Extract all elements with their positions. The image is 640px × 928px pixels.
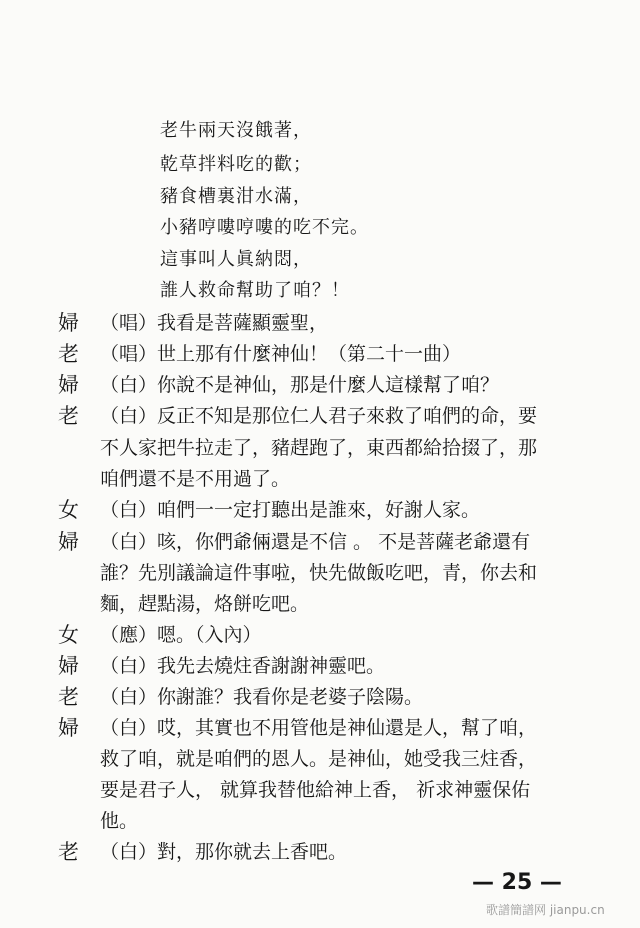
verse-line: 這事叫人眞納悶， [160,249,312,270]
dialogue-entry [0,338,640,370]
dialogue-line: （白）咳，你們爺倆還是不信 。 不是菩薩老爺還有 [100,531,531,553]
dialogue-entry [0,369,640,401]
verse-line: 小豬哼嘍哼嘍的吃不完。 [160,217,369,238]
dialogue-entry [0,307,640,339]
dialogue-continuation: 咱們還不是不用過了。 [100,468,291,490]
dialogue-continuation: 要是君子人， 就算我替他給神上香， 祈求神靈保佑 [100,779,531,801]
speaker-label: 女 [58,623,79,647]
dialogue-entry [0,619,640,651]
speaker-label: 婦 [58,311,79,335]
speaker-label: 老 [58,840,79,864]
dialogue-entry [0,836,640,868]
speaker-label: 老 [58,685,79,709]
dialogue-continuation: 誰？先別議論這件事啦，快先做飯吃吧，青，你去和 [100,562,538,584]
speaker-label: 婦 [58,654,79,678]
dialogue-line: （唱）我看是菩薩顯靈聖， [100,312,329,334]
dialogue-continuation: 麵，趕點湯，烙餅吃吧。 [100,593,310,615]
dialogue-line: （白）你說不是神仙，那是什麼人這樣幫了咱？ [100,374,500,396]
speaker-label: 婦 [58,716,79,740]
verse-line: 老牛兩天沒餓著， [160,120,312,141]
page-number: — 25 — [472,870,562,895]
dialogue-line: （唱）世上那有什麼神仙！（第二十一曲） [100,343,462,365]
verse-line: 乾草拌料吃的歡； [160,154,312,175]
dialogue-continuation: 不人家把牛拉走了，豬趕跑了，東西都給拾掇了，那 [100,437,538,459]
dialogue-line: （白）咱們一一定打聽出是誰來，好謝人家。 [100,499,481,521]
speaker-label: 婦 [58,530,79,554]
dialogue-entry [0,494,640,526]
dialogue-line: （應）嗯。（入內） [100,624,262,646]
verse-line: 豬食槽裏泔水滿， [160,186,312,207]
speaker-label: 老 [58,404,79,428]
dialogue-line: （白）反正不知是那位仁人君子來救了咱們的命，要 [100,405,538,427]
dialogue-entry [0,650,640,682]
dialogue-line: （白）我先去燒炷香謝謝神靈吧。 [100,655,386,677]
speaker-label: 老 [58,342,79,366]
dialogue-entry [0,681,640,713]
dialogue-entry [0,526,640,558]
dialogue-entry [0,400,640,432]
dialogue-continuation: 救了咱，就是咱們的恩人。是神仙，她受我三炷香， [100,748,538,770]
dialogue-line: （白）哎，其實也不用管他是神仙還是人，幫了咱， [100,717,538,739]
dialogue-entry [0,712,640,744]
speaker-label: 婦 [58,373,79,397]
dialogue-continuation: 他。 [100,810,139,832]
speaker-label: 女 [58,498,79,522]
watermark-text: 歌譜簡譜网 jianpu.cn [486,903,605,917]
verse-line: 誰人救命幫助了咱？！ [160,280,350,301]
dialogue-line: （白）對，那你就去上香吧。 [100,841,348,863]
dialogue-line: （白）你謝誰？我看你是老婆子陰陽。 [100,686,424,708]
